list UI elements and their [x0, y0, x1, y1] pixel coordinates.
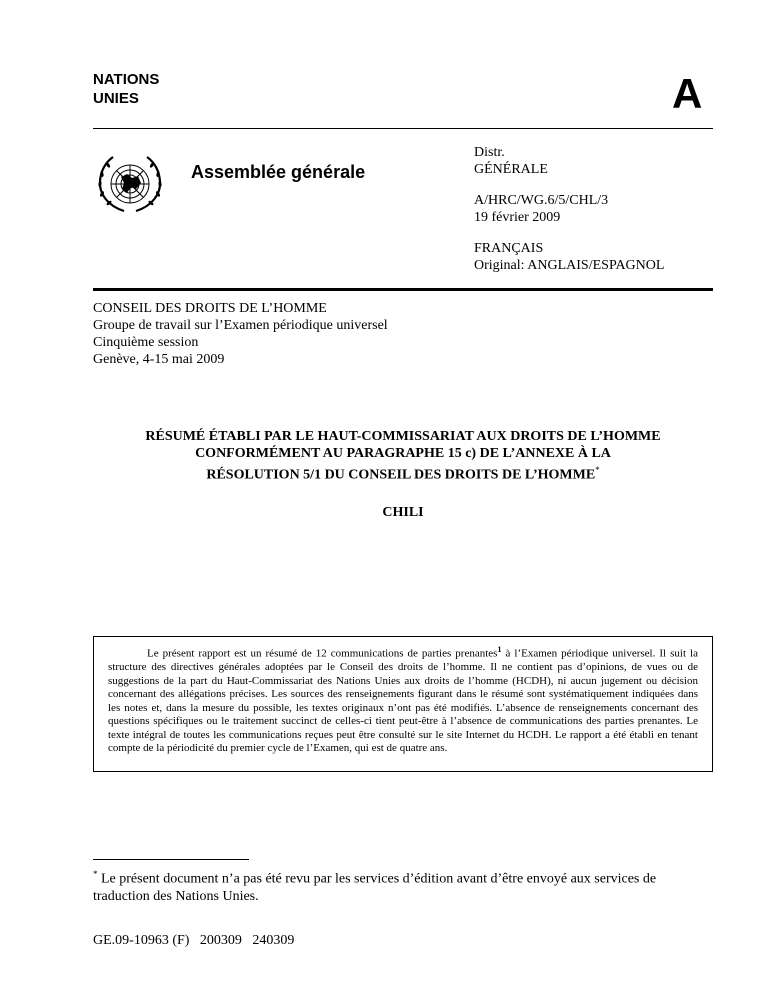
distribution-block	[474, 144, 664, 274]
un-emblem-icon	[94, 148, 166, 220]
document-symbol: A/HRC/WG.6/5/CHL/3	[474, 193, 609, 208]
thick-rule	[93, 288, 713, 291]
council-line-2: Groupe de travail sur l’Examen périodique universel	[93, 318, 388, 333]
country-name: CHILI	[382, 505, 424, 520]
footnote-text: Le présent document n’a pas été revu par les services d’édition avant d’être envoyé aux services de traduction des Nations Unies.	[93, 871, 657, 904]
summary-text: Le présent rapport est un résumé de 12 communications de parties prenantes$^1$ à l’Examen périodique universel. Il suit la structure des directives générales adoptées par le Conseil des droits de l’homme. Il ne contient pas d’opinions, de vues ou de suggestions de la part du Haut-Commissariat des Nations Unies aux droits de l’homme (HCDH), ni aucun jugement ou décision concernant des allégations précises. Les sources des renseignements figurant dans le résumé sont systématiquement indiquées dans les notes et, dans la mesure du possible, les textes originaux n’ont pas été modifiés. L’absence de renseignements concernant des questions spécifiques ou le traitement succinct de celles-ci tient peut-être à l’absence de communications des parties prenantes. Le texte intégral de toutes les communications reçues peut être consulté sur le site Internet du HCDH. Le rapport a été établi en tenant compte de la périodicité du premier cycle de l’Examen, qui est de quatre ans.	[108, 645, 698, 755]
org-line-1: NATIONS	[93, 71, 160, 88]
summary-box	[93, 636, 713, 772]
document-language: FRANÇAIS	[474, 241, 544, 256]
summary-footnote-mark: 1	[497, 645, 502, 654]
spacer	[474, 178, 664, 192]
title-line-2: CONFORMÉMENT AU PARAGRAPHE 15 c) DE L’ANNEXE À LA	[195, 446, 611, 461]
title-line-3: RÉSOLUTION 5/1 DU CONSEIL DES DROITS DE L’HOMME*	[206, 465, 600, 483]
header-rule	[93, 128, 713, 129]
council-line-3: Cinquième session	[93, 335, 199, 350]
council-line-1: CONSEIL DES DROITS DE L’HOMME	[93, 301, 327, 316]
org-line-2: UNIES	[93, 90, 139, 107]
distr-label: Distr.	[474, 145, 505, 160]
council-line-4: Genève, 4-15 mai 2009	[93, 352, 225, 367]
distr-value: GÉNÉRALE	[474, 162, 548, 177]
footnote	[93, 866, 713, 905]
original-language: Original: ANGLAIS/ESPAGNOL	[474, 258, 665, 273]
spacer	[474, 226, 664, 240]
title-line-1: RÉSUMÉ ÉTABLI PAR LE HAUT-COMMISSARIAT AUX DROITS DE L’HOMME	[145, 429, 661, 444]
footnote-mark: *	[93, 869, 98, 879]
document-code: GE.09-10963 (F) 200309 240309	[93, 933, 295, 948]
assembly-title: Assemblée générale	[191, 162, 366, 182]
organization-name	[93, 70, 159, 108]
symbol-letter: A	[672, 70, 703, 117]
footnote-rule	[93, 859, 249, 860]
council-block	[93, 300, 388, 368]
report-title	[93, 428, 713, 484]
document-date: 19 février 2009	[474, 210, 561, 225]
title-footnote-mark: *	[595, 465, 600, 475]
